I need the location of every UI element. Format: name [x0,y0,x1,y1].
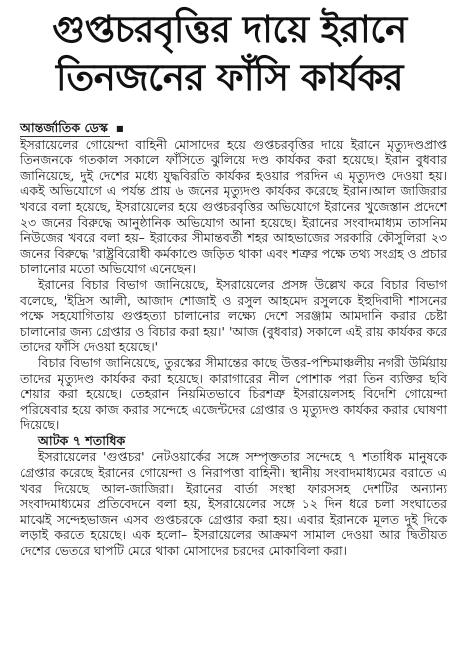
paragraph-4: ইসরায়েলের 'গুপ্তচর' নেটওয়ার্কের সঙ্গে সম্পৃক্ততার সন্দেহে ৭ শতাধিক মানুষকে গ্রেপ্তার করেছে ইরানের গোয়েন্দা ও নিরাপত্তা বাহিনী। স্থানীয় সংবাদমাধ্যমের বরাতে এ খবর দিয়েছে আল-জাজিরা। ইরানের বার্তা সংস্থা ফারসসহ দেশটির অন্যান্য সংবাদমাধ্যমের প্রতিবেদনে বলা হয়, ইসরায়েলের সঙ্গে ১২ দিন ধরে চলা সংঘাতের মাঝেই সন্দেহভাজন এসব গুপ্তচরকে গ্রেপ্তার করা হয়। এবার ইরানকে মূলত দুই দিকে লড়াই করতে হয়েছে। এক হলো– ইসরায়েলের আক্রমণ সামাল দেওয়া আর দ্বিতীয়ত দেশের ভেতরে ঘাপটি মেরে থাকা মোসাদের চরদের মোকাবিলা করা। [20,449,447,559]
paragraph-2: ইরানের বিচার বিভাগ জানিয়েছে, ইসরায়েলের প্রসঙ্গ উল্লেখ করে বিচার বিভাগ বলেছে, 'ইদ্রিস আলী, আজাদ শোজাই ও রসুল আহমেদ রসুলকে ইহুদিবাদী শাসনের পক্ষে সহযোগিতায় গুপ্তহত্যা চালানোর লক্ষ্যে দেশে সরঞ্জাম আমদানি করার চেষ্টা চালানোর জন্য গ্রেপ্তার ও বিচার করা হয়।' 'আজ (বুধবার) সকালে এই রায় কার্যকর করে তাদের ফাঁসি দেওয়া হয়েছে।' [20,276,447,355]
dateline: আন্তর্জাতিক ডেস্ক [20,120,108,135]
square-bullet-icon: ■ [115,123,124,133]
headline [0,0,459,102]
dateline-row [20,120,447,137]
subheading: আটক ৭ শতাধিক [38,432,126,448]
article-body [20,120,447,559]
headline-line-2: তিনজনের ফাঁসি কার্যকর [55,56,404,99]
paragraph-3: বিচার বিভাগ জানিয়েছে, তুরস্কের সীমান্তের কাছে উত্তর-পশ্চিমাঞ্চলীয় নগরী উর্মিয়ায় তাদের মৃত্যুদণ্ড কার্যকর করা হয়েছে। কারাগারের নীল পোশাক পরা তিন ব্যক্তির ছবি শেয়ার করা হয়েছে। তেহরান নিয়মিতভাবে চিরশত্রু ইসরায়েলসহ বিদেশি গোয়েন্দা পরিষেবার হয়ে কাজ করার সন্দেহে এজেন্টদের গ্রেপ্তার ও মৃত্যুদণ্ড কার্যকর করার ঘোষণা দিয়েছে। [20,354,447,433]
paragraph-1: ইসরায়েলের গোয়েন্দা বাহিনী মোসাদের হয়ে গুপ্তচরবৃত্তির দায়ে ইরানে মৃত্যুদণ্ডপ্রাপ্ত তিনজনকে গতকাল সকালে ফাঁসিতে ঝুলিয়ে দণ্ড কার্যকর করা হয়েছে। ইরান বুধবার জানিয়েছে, দুই দেশের মধ্যে যুদ্ধবিরতি কার্যকর হওয়ার পরদিন এ মৃত্যুদণ্ড দেওয়া হয়। একই অভিযোগে এ পর্যন্ত প্রায় ৬ জনের মৃত্যুদণ্ড কার্যকর করেছে ইরান।আল জাজিরার খবরে বলা হয়েছে, ইসরায়েলের হয়ে গুপ্তচরবৃত্তির অভিযোগে ইরানের খুজেস্তান প্রদেশে ২৩ জনের বিরুদ্ধে আনুষ্ঠানিক অভিযোগ আনা হয়েছে। ইরানের সংবাদমাধ্যম তাসনিম নিউজের খবরে বলা হয়– ইরাকের সীমান্তবর্তী শহর আহভাজের সরকারি কৌসুলিরা ২৩ জনের বিরুদ্ধে 'রাষ্ট্রবিরোধী কর্মকাণ্ডে জড়িত থাকা এবং শত্রুর পক্ষে তথ্য সংগ্রহ ও প্রচার চালানোর মতো অভিযোগ এনেছেন। [20,136,447,277]
headline-line-1: গুপ্তচরবৃত্তির দায়ে ইরানে [52,8,407,51]
